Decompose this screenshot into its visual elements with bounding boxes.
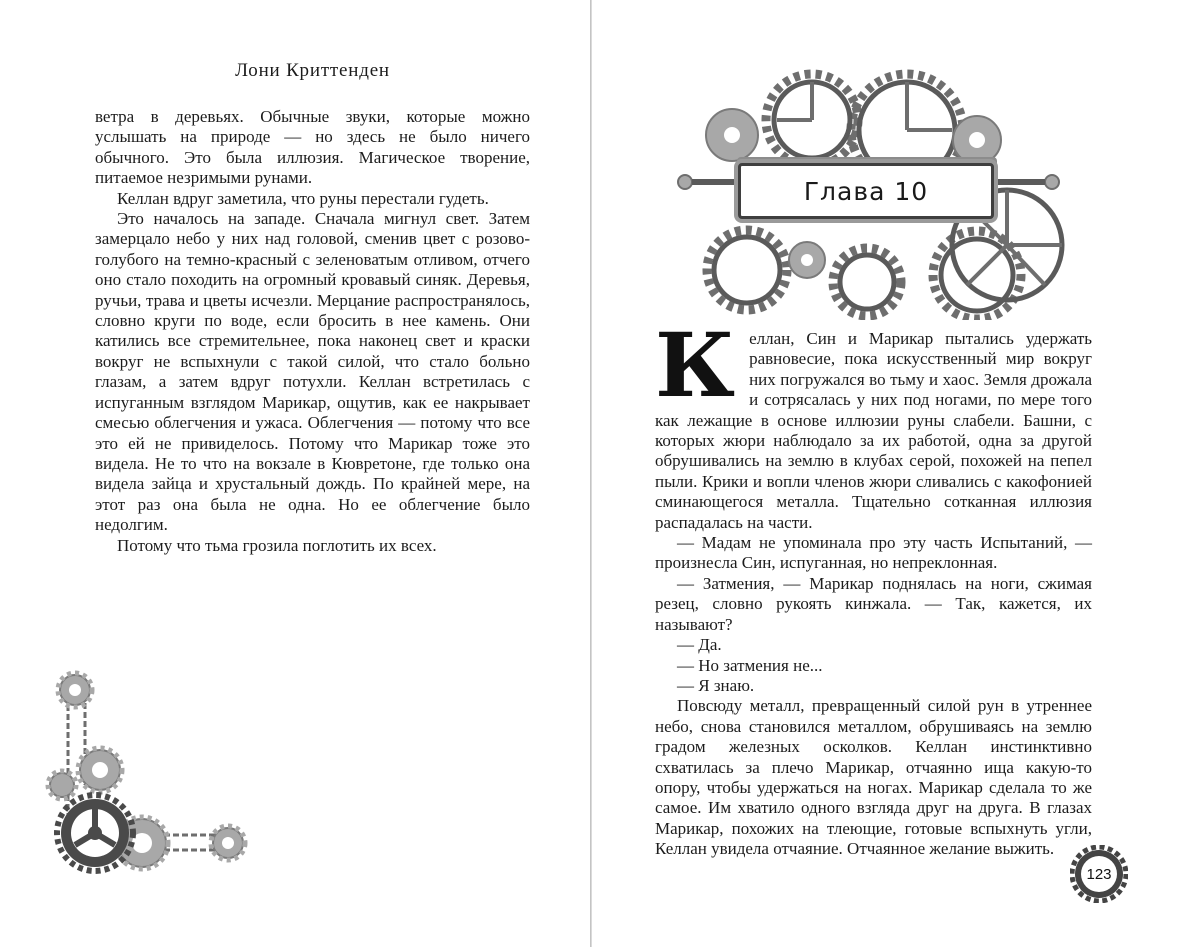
corner-gear-ornament — [40, 665, 260, 880]
paragraph: Это началось на западе. Сначала мигнул свет. Затем замерцало небо у них над головой, сменив цвет с розово-голубого на темно-красный с зеленоватым отливом, отчего оно стало походить на огромный кровавый синяк. Деревья, ручьи, трава и цветы исчезли. Мерцание распространялось, словно круги по воде, если бросить в нее камень. Они катились все стремительнее, пока наконец свет и краски вокруг не вспыхнули с такой силой, что стало больно глазам, а затем вдруг потухли. Келлан встретилась с испуганным взглядом Марикар, ощутив, как ее накрывает смесью облегчения и ужаса. Облегчения — потому что все это ей не привиделось. Потому что Марикар тоже это видела. Не то что на вокзале в Кювретоне, где только она видела зайца и хрустальный дождь. По крайней мере, на этот раз она была не одна. Но ее облегчение было недолгим. — [95, 209, 530, 535]
page-number: 123 — [1086, 865, 1112, 883]
right-page — [592, 0, 1182, 947]
running-head: Лони Криттенден — [235, 60, 390, 81]
drop-cap: К — [655, 313, 736, 417]
left-body-text — [95, 107, 530, 556]
left-page — [0, 0, 590, 947]
paragraph-text: еллан, Син и Марикар пытались удержать равновесие, пока искусственный мир вокруг них погружался во тьму и хаос. Земля дрожала и сотрясалась у них под ногами, по мере того как лежащие в основе иллюзии руны слабели. Башни, с которых жюри наблюдало за их работой, одна за другой обрушивались на землю в клубах серой, похожей на пепел пыли. Крики и вопли членов жюри сливались с какофонией сминающегося металла. Тщательно сотканная иллюзия распадалась на части. — [655, 329, 1092, 532]
paragraph: ветра в деревьях. Обычные звуки, которые можно услышать на природе — но здесь не было ничего обычного. Это была иллюзия. Магическое творение, питаемое незримыми рунами. — [95, 107, 530, 188]
paragraph: Потому что тьма грозила поглотить их всех. — [117, 535, 437, 555]
paragraph: Келлан вдруг заметила, что руны перестали гудеть. — [117, 188, 489, 208]
chapter-heading-frame — [738, 163, 994, 219]
paragraph: — Да. — [677, 635, 722, 655]
chapter-title: Глава 10 — [803, 176, 929, 206]
right-body-text — [655, 313, 1092, 860]
paragraph: — Я знаю. — [677, 675, 755, 695]
paragraph — [655, 313, 1092, 533]
paragraph: Повсюду металл, превращенный силой рун в утреннее небо, снова становился металлом, обрушиваясь на землю градом железных осколков. Келлан инстинктивно схватилась за плечо Марикар, отчаянно ища какую-то опору, чтобы удержаться на ногах. Марикар сделала то же самое. Им хватило одного взгляда друг на друга. В глазах Марикар, похожих на тлеющие, готовые вспыхнуть угли, Келлан увидела отчаяние. Отчаянное желание выжить. — [655, 696, 1092, 859]
paragraph: — Затмения, — Марикар поднялась на ноги, сжимая резец, словно рукоять кинжала. — Так, кажется, их называют? — [655, 573, 1092, 634]
paragraph: — Но затмения не... — [677, 655, 823, 675]
paragraph: — Мадам не упоминала про эту часть Испытаний, — произнесла Син, испуганная, но непреклонная. — [655, 533, 1092, 573]
